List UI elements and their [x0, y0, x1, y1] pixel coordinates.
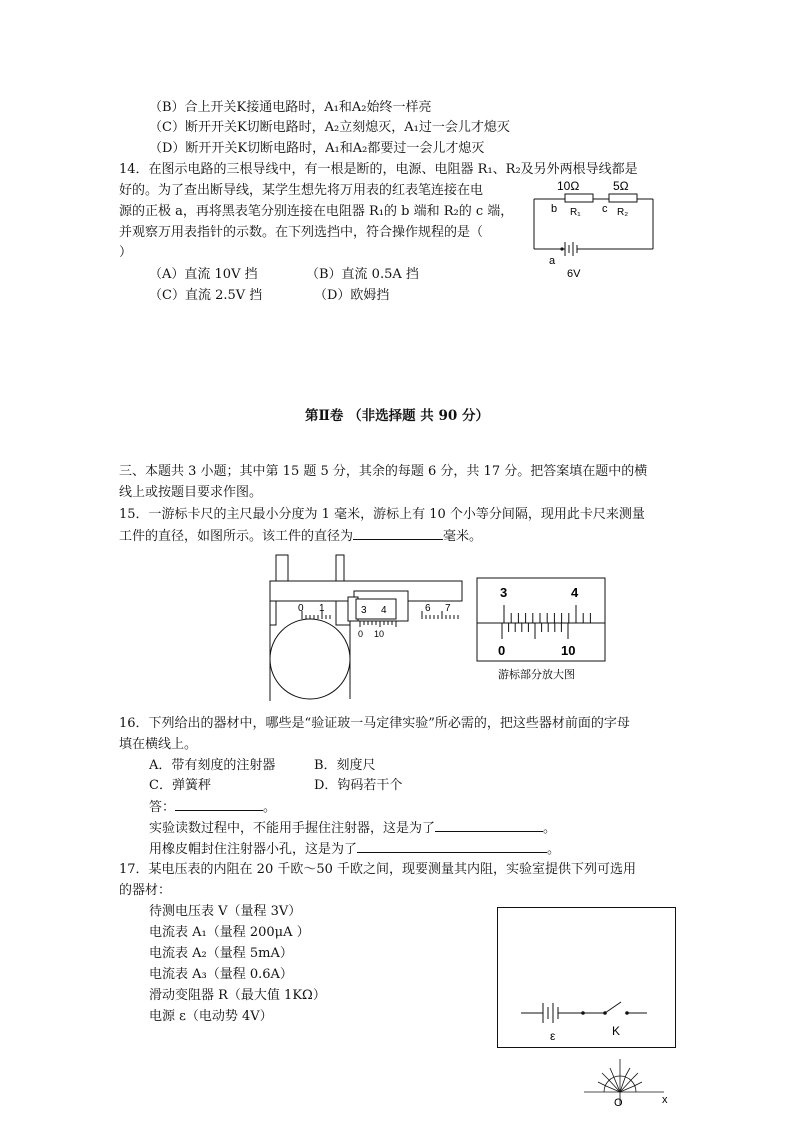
r2-label: R₂	[617, 207, 629, 218]
q14-stem-line3: 源的正极 a，再将黑表笔分别连接在电阻器 R₁的 b 端和 R₂的 c 端，	[119, 204, 514, 219]
axis-origin-label: O	[614, 1097, 623, 1107]
q16-option-d: D．钩码若干个	[314, 778, 403, 793]
r1-value: 10Ω	[557, 179, 580, 193]
q16-cap-period: 。	[547, 842, 561, 857]
main-tick-0: 0	[298, 603, 304, 614]
vernier-tick-10: 10	[374, 629, 385, 639]
q17-stem-line2: 的器材：	[119, 883, 172, 898]
zoom-vernier-10: 10	[561, 643, 576, 658]
q17-item: 电源 ε（电动势 4V）	[149, 1009, 273, 1024]
q14-option-d: （D）欧姆挡	[314, 288, 390, 303]
q13-option-b: （B）合上开关K接通电路时，A₁和A₂始终一样亮	[149, 100, 432, 115]
q14-stem-line1: 14．在图示电路的三根导线中，有一根是断的，电源、电阻器 R₁、R₂及另外两根导线都是	[119, 162, 638, 177]
q14-stem-line2: 好的。为了查出断导线，某学生想先将万用表的红表笔连接在电	[119, 183, 484, 198]
part3-instruction-line2: 线上或按题目要求作图。	[119, 485, 263, 500]
q17-item: 电流表 A₁（量程 200μA ）	[149, 925, 310, 940]
caliper-diagram	[252, 553, 474, 703]
c-label: c	[602, 203, 608, 215]
section-heading: 第Ⅱ卷 （非选择题 共 90 分）	[305, 408, 489, 424]
q16-cap-line	[149, 840, 560, 858]
q14-option-c: （C）直流 2.5V 挡	[149, 288, 263, 303]
q17-item: 滑动变阻器 R（最大值 1KΩ）	[149, 988, 326, 1003]
main-tick-6: 6	[425, 603, 431, 614]
q17-item: 电流表 A₃（量程 0.6A）	[149, 967, 293, 982]
r2-value: 5Ω	[613, 179, 629, 193]
q16-answer-line	[149, 798, 276, 816]
q16-stem-line2: 填在横线上。	[119, 737, 198, 752]
a-label: a	[549, 255, 556, 267]
zoom-vernier-0: 0	[498, 643, 506, 658]
q14-circuit-diagram	[525, 176, 665, 282]
q16-option-c: C．弹簧秤	[149, 778, 211, 793]
r2-resistor	[609, 194, 637, 202]
q15-stem-text: 工件的直径，如图所示。该工件的直径为	[119, 529, 354, 544]
q13-option-c: （C）断开开关K切断电路时，A₂立刻熄灭，A₁过一会儿才熄灭	[149, 120, 510, 135]
main-tick-7: 7	[445, 603, 451, 614]
b-label: b	[551, 203, 558, 215]
q16-answer-blank[interactable]	[175, 798, 263, 811]
q13-option-d: （D）断开开关K切断电路时，A₁和A₂都要过一会儿才熄灭	[149, 141, 485, 156]
q14-stem-line5: ）	[119, 245, 133, 260]
q17-stem-line1: 17．某电压表的内阻在 20 千欧～50 千欧之间，现要测量其内阻，实验室提供下列可选用	[119, 862, 637, 877]
q17-circuit-box	[497, 907, 679, 1051]
part3-instruction-line1: 三、本题共 3 小题；其中第 15 题 5 分，其余的每题 6 分，共 17 分。把答案填在题中的横	[119, 464, 648, 479]
q15-stem-unit: 毫米。	[443, 529, 483, 544]
q16-cap-blank[interactable]	[357, 840, 547, 853]
q16-answer-label: 答：	[149, 800, 176, 815]
q16-reading-blank[interactable]	[435, 819, 543, 832]
q14-stem-line4: 并观察万用表指针的示数。在下列选挡中，符合操作规程的是（	[119, 225, 484, 240]
q16-cap-text: 用橡皮帽封住注射器小孔，这是为了	[149, 842, 358, 857]
q16-option-b: B．刻度尺	[314, 758, 376, 773]
axis-fragment	[580, 1055, 676, 1107]
main-tick-3: 3	[361, 605, 367, 616]
axis-x-label: x	[662, 1094, 668, 1106]
main-tick-4: 4	[381, 605, 387, 616]
q17-emf-label: ε	[550, 1029, 556, 1043]
emf-label: 6V	[567, 268, 581, 280]
q17-item: 待测电压表 V（量程 3V）	[149, 904, 302, 919]
q16-option-a: A．带有刻度的注射器	[149, 758, 276, 773]
q17-switch-label: K	[612, 1024, 621, 1038]
zoom-caption: 游标部分放大图	[498, 669, 575, 681]
zoom-main-4: 4	[571, 585, 579, 600]
r1-label: R₁	[570, 207, 581, 218]
main-tick-1: 1	[319, 603, 325, 614]
vernier-tick-0: 0	[358, 629, 364, 639]
zoom-main-3: 3	[500, 585, 508, 600]
q15-stem-line1: 15．一游标卡尺的主尺最小分度为 1 毫米，游标上有 10 个小等分间隔，现用此卡尺来测量	[119, 507, 645, 522]
q14-option-a: （A）直流 10V 挡	[149, 267, 258, 282]
q16-stem-line1: 16．下列给出的器材中，哪些是“验证玻一马定律实验”所必需的，把这些器材前面的字母	[119, 716, 630, 731]
q16-reading-text: 实验读数过程中，不能用手握住注射器，这是为了	[149, 821, 436, 836]
q15-answer-blank[interactable]	[353, 527, 443, 540]
q15-stem-line2	[119, 527, 482, 545]
q17-item: 电流表 A₂（量程 5mA）	[149, 946, 293, 961]
q16-reading-line	[149, 819, 556, 837]
q16-answer-period: 。	[263, 800, 277, 815]
q16-reading-period: 。	[543, 821, 557, 836]
r1-resistor	[565, 194, 593, 202]
vernier-zoom-diagram	[476, 577, 608, 682]
q14-option-b: （B）直流 0.5A 挡	[306, 267, 419, 282]
